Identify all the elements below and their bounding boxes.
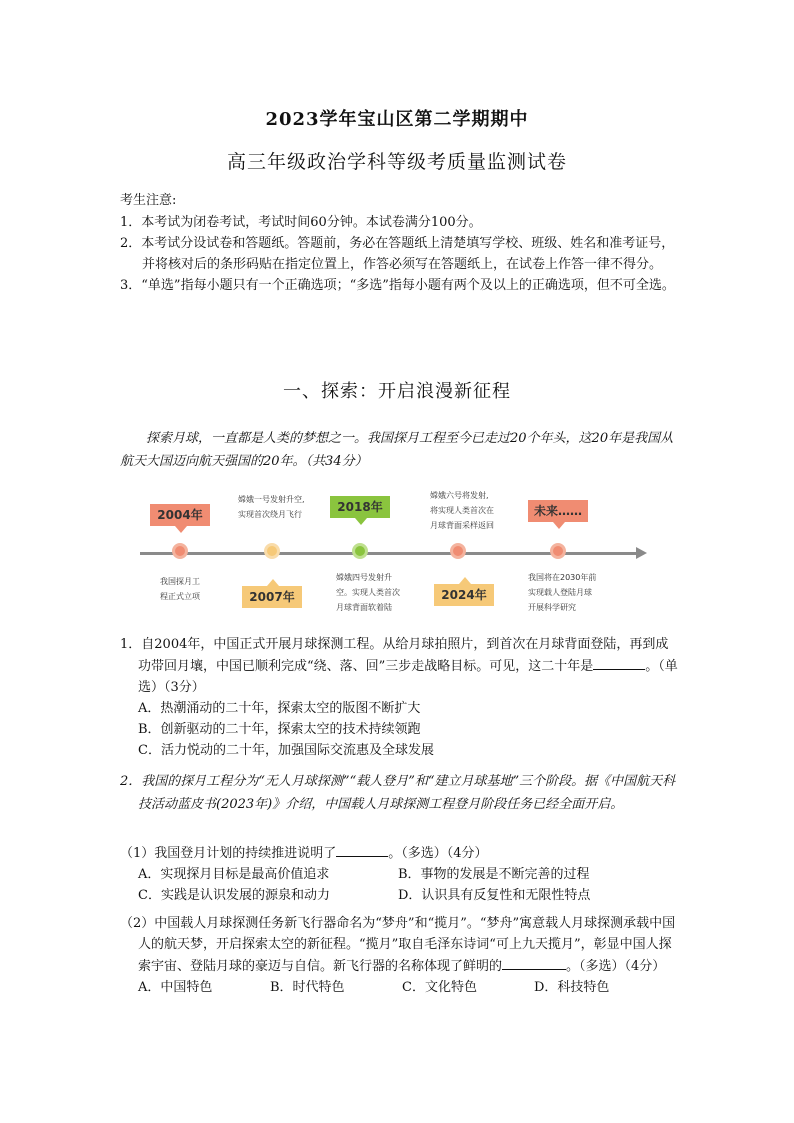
year-box-2007: 2007年 bbox=[242, 586, 302, 608]
q2-1-option: C．实践是认识发展的源泉和动力 bbox=[138, 888, 330, 903]
timeline-dot bbox=[450, 543, 466, 559]
notes-heading: 考生注意: bbox=[120, 193, 177, 208]
timeline-dot bbox=[352, 543, 368, 559]
moon-exploration-timeline bbox=[120, 486, 660, 616]
q2-1-stem: （1）我国登月计划的持续推进说明了 。（多选）（4分） bbox=[120, 842, 680, 864]
section-title: 一、探索：开启浪漫新征程 bbox=[283, 381, 511, 402]
note-item: 3．“单选”指每小题只有一个正确选项；“多选”指每小题有两个及以上的正确选项，但不可全选。 bbox=[120, 278, 675, 293]
q1-option: C．活力悦动的二十年，加强国际交流惠及全球发展 bbox=[138, 743, 434, 758]
timeline-desc: 嫦娥一号发射升空, 实现首次绕月飞行 bbox=[238, 495, 305, 519]
answer-blank bbox=[502, 955, 566, 970]
question-2-1 bbox=[120, 842, 680, 906]
q1-stem: 1．自2004年，中国正式开展月球探测工程。从给月球拍照片，到首次在月球背面登陆，再到成功带回月壤，中国已顺利完成“绕、落、回”三步走战略目标。可见，这二十年是 。（单选）（3分） bbox=[120, 637, 678, 695]
note-item: 1．本考试为闭卷考试，考试时间60分钟。本试卷满分100分。 bbox=[120, 215, 482, 230]
question-2-stem bbox=[120, 770, 680, 816]
question-2-2 bbox=[120, 913, 680, 998]
note-item: 2．本考试分设试卷和答题纸。答题前，务必在答题纸上清楚填写学校、班级、姓名和准考证号，并将核对后的条形码贴在指定位置上，作答必须写在答题纸上，在试卷上作答一律不得分。 bbox=[120, 236, 675, 272]
timeline-dot bbox=[264, 543, 280, 559]
year-box-2004: 2004年 bbox=[150, 504, 210, 526]
timeline-desc: 我国将在2030年前 实现载人登陆月球 开展科学研究 bbox=[528, 573, 597, 612]
year-box-2024: 2024年 bbox=[434, 584, 494, 606]
q2-2-option: D．科技特色 bbox=[534, 980, 610, 995]
q2-2-option: C．文化特色 bbox=[402, 980, 477, 995]
timeline-desc: 我国探月工 程正式立项 bbox=[160, 577, 200, 601]
q2-2-option: B．时代特色 bbox=[270, 980, 345, 995]
q2-1-option: B．事物的发展是不断完善的过程 bbox=[398, 867, 590, 882]
exam-title: 2023学年宝山区第二学期期中 bbox=[265, 109, 529, 130]
q2-1-option: A．实现探月目标是最高价值追求 bbox=[138, 867, 330, 882]
answer-blank bbox=[336, 842, 388, 857]
timeline-dot bbox=[550, 543, 566, 559]
timeline-arrow-icon bbox=[636, 547, 647, 559]
q2-1-options-row bbox=[120, 885, 680, 906]
q1-option: A．热潮涌动的二十年，探索太空的版图不断扩大 bbox=[138, 701, 421, 716]
q1-option: B．创新驱动的二十年，探索太空的技术持续领跑 bbox=[138, 722, 421, 737]
q2-2-option: A．中国特色 bbox=[138, 980, 213, 995]
candidate-notes bbox=[120, 190, 680, 296]
timeline-desc: 嫦娥四号发射升 空。实现人类首次 月球背面软着陆 bbox=[336, 573, 400, 612]
q2-2-stem: （2）中国载人月球探测任务新飞行器命名为“梦舟”和“揽月”。“梦舟”寓意载人月球探测承载中国人的航天梦，开启探索太空的新征程。“揽月”取自毛泽东诗词“可上九天揽月”，彰显中国人探索宇宙、登陆月球的豪迈与自信。新飞行器的名称体现了鲜明的 。（多选）（4分） bbox=[120, 916, 676, 974]
question-1 bbox=[120, 634, 680, 761]
section-intro: 探索月球，一直都是人类的梦想之一。我国探月工程至今已走过20个年头，这20年是我国从航天大国迈向航天强国的20年。（共34分） bbox=[120, 431, 674, 469]
q2-1-option: D．认识具有反复性和无限性特点 bbox=[398, 888, 591, 903]
answer-blank bbox=[593, 655, 645, 670]
timeline-desc: 嫦娥六号将发射, 将实现人类首次在 月球背面采样返回 bbox=[430, 491, 494, 530]
exam-subtitle: 高三年级政治学科等级考质量监测试卷 bbox=[226, 151, 567, 173]
year-box-future: 未来…… bbox=[528, 500, 588, 522]
timeline-dot bbox=[172, 543, 188, 559]
q2-2-options-row bbox=[120, 977, 680, 998]
q2-1-options-row bbox=[120, 864, 680, 885]
year-box-2018: 2018年 bbox=[330, 496, 390, 518]
q2-stem: 2．我国的探月工程分为“无人月球探测”“载人登月”和“建立月球基地”三个阶段。据《中国航天科技活动蓝皮书(2023年)》介绍，中国载人月球探测工程登月阶段任务已经全面开启。 bbox=[120, 774, 676, 812]
